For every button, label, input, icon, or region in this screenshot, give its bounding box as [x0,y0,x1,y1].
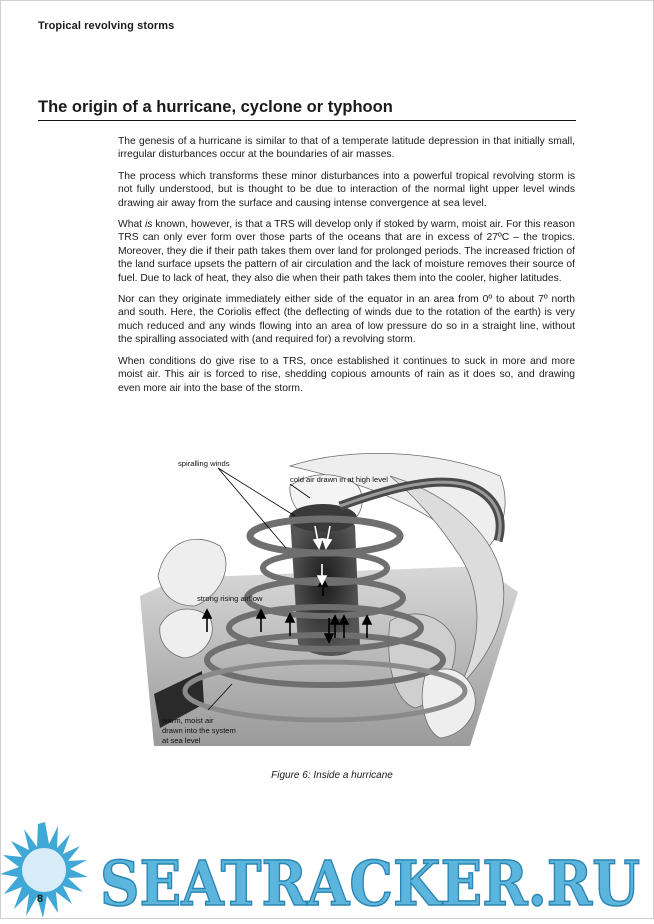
sun-icon [0,822,88,918]
label-warm-air-line-1: warm, moist air [162,716,214,725]
section-title: The origin of a hurricane, cyclone or typhoon [38,98,576,121]
paragraph-coriolis: Nor can they originate immediately either side of the equator in an area from 0º to about 7º north and south. Here, the Coriolis effect (the deflecting of winds due to the rotation of the earth) is very much reduced and any winds flowing into an area of low pressure do so in a straight line, without the spiralling associated with (and required for) a revolving storm. [118,294,575,346]
watermark [0,820,654,919]
page-number: 8 [37,893,44,905]
paragraph-conditions-prefix: What [118,219,145,231]
paragraph-genesis: The genesis of a hurricane is similar to that of a temperate latitude depression in that initially small, irregular disturbances occur at the boundaries of air masses. [118,136,575,161]
hurricane-diagram [140,446,518,754]
label-rising-airflow: strong rising airflow [197,594,263,603]
hurricane-illustration [140,446,518,754]
label-cold-air: cold air drawn in at high level [290,475,388,484]
paragraph-established: When conditions do give rise to a TRS, once established it continues to suck in more and more moist air. This air is forced to rise, shedding copious amounts of rain as it does so, and drawing even more air into the base of the storm. [118,355,575,394]
paragraph-conditions-rest: known, however, is that a TRS will develop only if stoked by warm, moist air. For this reason TRS can only ever form over those parts of the oceans that are in excess of 27ºC – the tropics. Moreover, they die if their path takes them over land for prolonged periods. The increased friction of the land surface upsets the pattern of air circulation and the lack of moisture removes their source of fuel. Due to lack of heat, they also die when their path takes them into the cooler, higher latitudes. [118,219,575,284]
label-spiralling-winds: spiralling winds [178,459,230,468]
paragraph-conditions [118,218,575,285]
label-warm-air-line-2: drawn into the system [162,726,236,735]
body-text [118,135,575,403]
paragraph-process: The process which transforms these minor disturbances into a powerful tropical revolving storm is not fully understood, but is thought to be due to interaction of the normal light upper level winds drawing air away from the surface and causing intense convergence at sea level. [118,170,575,209]
figure-caption: Figure 6: Inside a hurricane [271,770,393,781]
watermark-text: SEATRACKER.RU [100,847,640,919]
label-warm-air-line-3: at sea level [162,736,201,745]
running-header: Tropical revolving storms [38,20,175,32]
seatracker-watermark [0,820,654,919]
paragraph-conditions-emphasis: is [144,219,153,231]
